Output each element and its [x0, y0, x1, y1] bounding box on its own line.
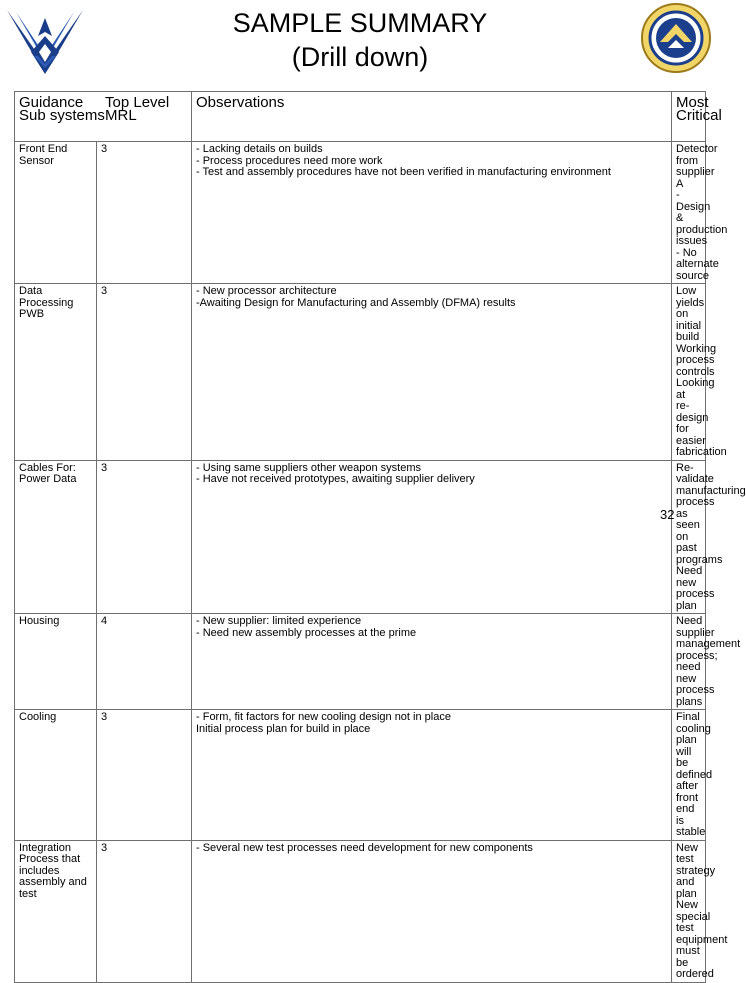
- critical-cell: [672, 142, 728, 284]
- observation-line: - New processor architecture: [196, 285, 337, 297]
- column-header-observations: Observations: [192, 92, 672, 142]
- table-row: [15, 460, 706, 614]
- subsystem-cell: Data Processing PWB: [15, 284, 97, 461]
- header-guidance-mrl: [15, 92, 192, 142]
- observation-line: - Form, fit factors for new cooling design not in place: [196, 711, 451, 723]
- table-row: [15, 614, 706, 710]
- subsystem-cell: Cables For: Power Data: [15, 460, 97, 614]
- critical-line: Looking at re-design for easier fabrication: [676, 377, 727, 458]
- observations-cell: [192, 142, 672, 284]
- page-title: [160, 6, 560, 74]
- observation-line: - New supplier: limited experience: [196, 615, 362, 627]
- critical-cell: [672, 284, 727, 461]
- critical-line: - No alternate source: [676, 246, 719, 282]
- critical-line: New test strategy and plan: [676, 841, 716, 900]
- critical-cell: [672, 614, 741, 710]
- observations-cell: [192, 284, 672, 461]
- subsystem-cell: Front End Sensor: [15, 142, 97, 284]
- observations-cell: [192, 840, 672, 982]
- critical-line: New special test equipment must be ordered: [676, 899, 728, 980]
- summary-table: [14, 91, 746, 983]
- title-line-2: (Drill down): [291, 42, 429, 72]
- table-row: [15, 284, 706, 461]
- column-header-subsystem: Guidance Sub systems: [19, 94, 105, 124]
- observation-line: Initial process plan for build in place: [196, 722, 371, 735]
- table-header-row: [15, 92, 706, 142]
- observation-line: - Using same suppliers other weapon systems: [196, 461, 421, 474]
- critical-cell: [672, 710, 713, 841]
- mrl-cell: 3: [97, 284, 192, 461]
- table-row: [15, 710, 706, 841]
- critical-cell: [672, 840, 728, 982]
- observation-line: - Lacking details on builds: [196, 143, 323, 155]
- observations-cell: [192, 710, 672, 841]
- observation-line: - Need new assembly processes at the prime: [196, 626, 417, 639]
- mrl-cell: 3: [97, 710, 192, 841]
- observation-line: - Process procedures need more work: [196, 154, 383, 167]
- page-number: 32: [660, 507, 675, 522]
- critical-line: Working process controls: [676, 342, 717, 378]
- mrl-cell: 3: [97, 142, 192, 284]
- table-row: [15, 840, 706, 982]
- subsystem-cell: Integration Process that includes assembly and test: [15, 840, 97, 982]
- critical-line: Need supplier management process; need new process plans: [676, 615, 741, 708]
- afrl-seal-logo: [640, 2, 712, 74]
- column-header-mrl: Top Level MRL: [105, 94, 170, 124]
- column-header-critical: Most Critical: [672, 92, 706, 142]
- observation-line: - Test and assembly procedures have not been verified in manufacturing environment: [196, 166, 611, 178]
- subsystem-cell: Cooling: [15, 710, 97, 841]
- table-row: [15, 142, 706, 284]
- observation-line: - Have not received prototypes, awaiting supplier delivery: [196, 473, 475, 485]
- air-force-wings-logo: [4, 6, 86, 76]
- critical-line: - Design & production issues: [676, 189, 728, 247]
- critical-line: Re-validate manufacturing process as seen on past programs: [676, 461, 746, 566]
- observations-cell: [192, 614, 672, 710]
- mrl-cell: 4: [97, 614, 192, 710]
- observation-line: - Several new test processes need development for new components: [196, 841, 533, 854]
- observation-line: -Awaiting Design for Manufacturing and Assembly (DFMA) results: [196, 296, 516, 309]
- mrl-cell: 3: [97, 460, 192, 614]
- critical-line: Low yields on initial build: [676, 285, 705, 343]
- subsystem-cell: Housing: [15, 614, 97, 710]
- mrl-cell: 3: [97, 840, 192, 982]
- critical-cell: [672, 460, 746, 614]
- critical-line: Final cooling plan will be defined after front end is stable: [676, 711, 713, 838]
- title-line-1: SAMPLE SUMMARY: [232, 8, 488, 38]
- observations-cell: [192, 460, 675, 614]
- critical-line: Need new process plan: [676, 565, 715, 612]
- critical-line: Detector from supplier A: [676, 143, 718, 190]
